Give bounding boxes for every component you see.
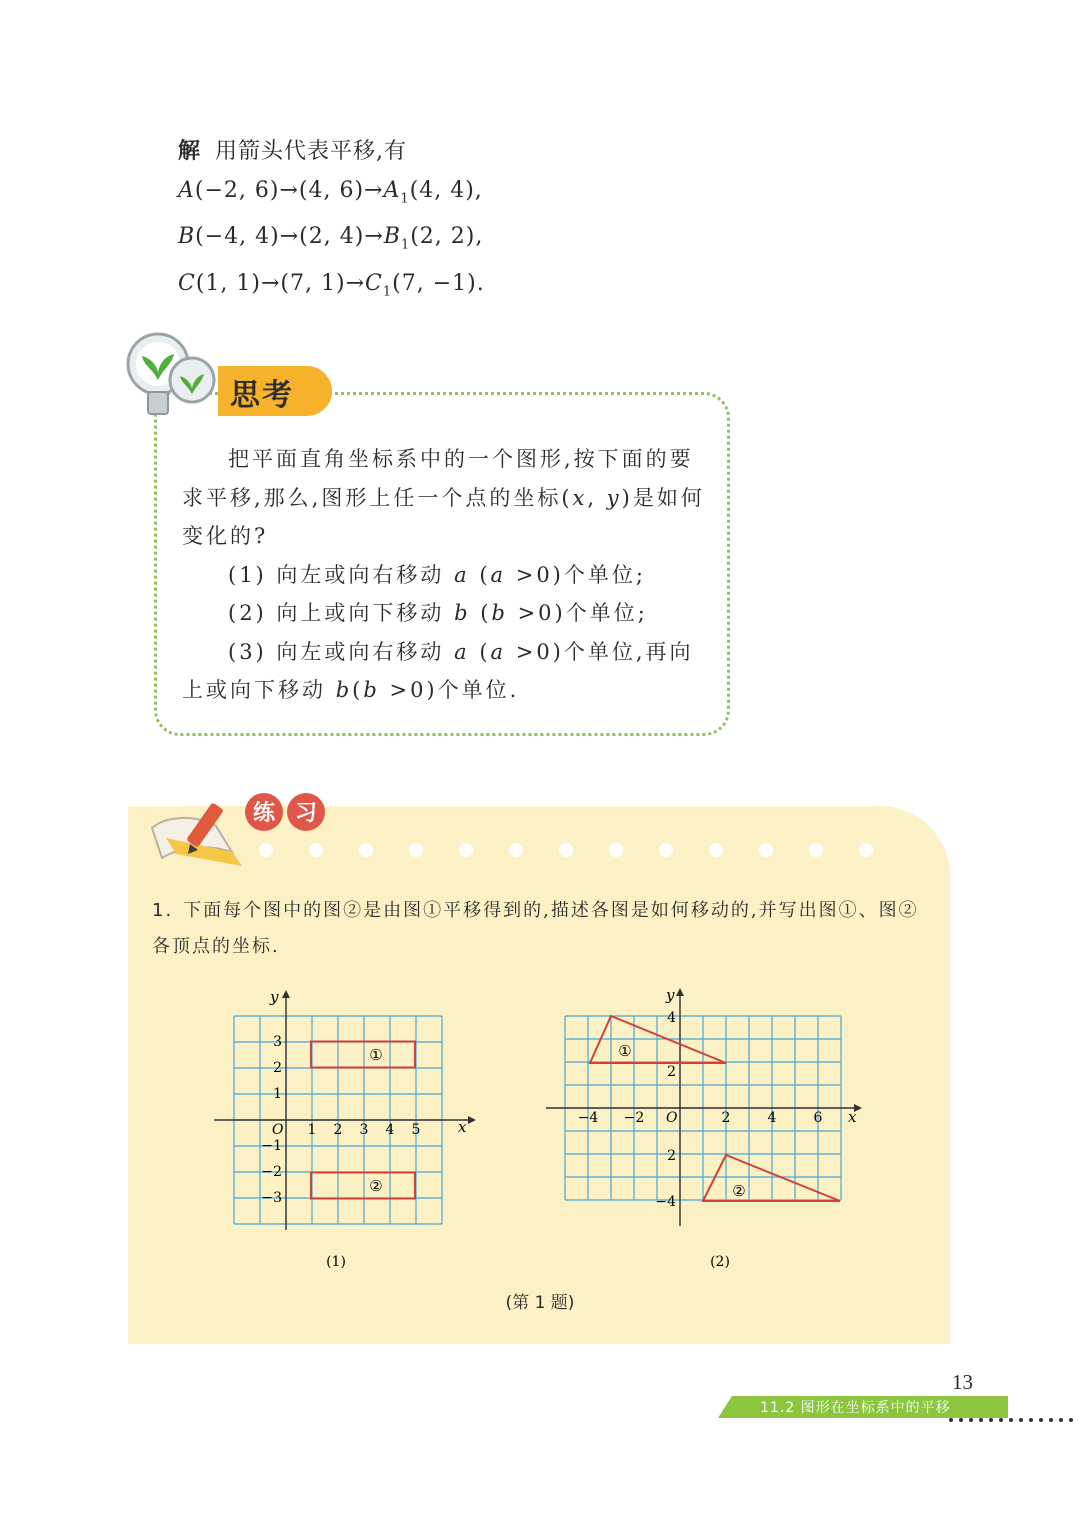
figure-1-ytick-neg3: −3	[261, 1190, 282, 1206]
think-title: 思考	[230, 378, 294, 413]
item2-pre: (2) 向上或向下移动	[228, 601, 455, 625]
var-x: x	[572, 485, 588, 510]
practice-title	[244, 790, 328, 834]
item2-mid2: >0)个单位;	[507, 601, 648, 625]
practice-title-2: 习	[294, 800, 318, 826]
footer-section-title: 11.2 图形在坐标系中的平移	[760, 1400, 951, 1416]
figure-2-xtick-neg4: −4	[577, 1110, 599, 1126]
figure-2-graph	[540, 980, 870, 1280]
figure-1-ytick-neg2: −2	[261, 1164, 282, 1180]
figure-2-xtick-4: 4	[767, 1110, 777, 1126]
figure-1-ytick-1: 1	[273, 1086, 282, 1102]
figure-2-xtick-6: 6	[813, 1110, 823, 1126]
item2-var2: b	[491, 601, 508, 625]
item3-mid1: (	[469, 639, 491, 664]
item3-pre: (3) 向左或向右移动	[228, 639, 455, 664]
think-paragraph	[182, 440, 712, 556]
solution-intro	[178, 132, 485, 172]
item3-var3: b	[335, 678, 353, 702]
line-c-mid: (1, 1)→(7, 1)→	[195, 271, 366, 297]
figure-2-xtick-neg2: −2	[623, 1110, 645, 1126]
var-y: y	[606, 485, 622, 510]
figure-2-origin: O	[666, 1110, 678, 1126]
figure-1-caption: (1)	[326, 1254, 346, 1270]
figure-1-x-label: x	[458, 1118, 467, 1136]
figure-1-xtick-1: 1	[307, 1122, 317, 1138]
figure-caption: (第 1 题)	[505, 1293, 575, 1313]
solution-line-a	[178, 172, 485, 219]
figure-2-ytick-neg2: 2	[667, 1148, 676, 1164]
var-comma: ,	[587, 485, 607, 510]
solution-line-b	[178, 218, 485, 265]
figure-1-x-arrow-icon	[468, 1116, 476, 1124]
item3-mid3: (	[352, 678, 364, 702]
sub-b: 1	[400, 237, 411, 253]
figure-1-ytick-neg1: −1	[261, 1138, 282, 1154]
point-b1-label: B	[383, 224, 401, 250]
practice-title-1: 练	[252, 800, 276, 826]
think-item-2	[182, 594, 712, 633]
solution-line-c	[178, 265, 485, 312]
figure-2-y-arrow-icon	[676, 988, 684, 996]
item3-var: a	[454, 639, 470, 664]
figure-1-y-label: y	[270, 988, 279, 1006]
figure-1-ytick-2: 2	[273, 1060, 282, 1076]
question-1-number: 1.	[152, 900, 174, 921]
line-c-end: (7, −1).	[392, 271, 485, 297]
line-b-mid: (−4, 4)→(2, 4)→	[195, 224, 384, 250]
think-content	[182, 440, 712, 710]
item1-var2: a	[490, 562, 507, 587]
figure-1-ytick-3: 3	[273, 1034, 282, 1050]
sub-a: 1	[400, 190, 410, 206]
figure-1-y-arrow-icon	[282, 990, 290, 998]
think-para-b: )是如何变化的?	[182, 485, 705, 548]
think-item-1	[182, 556, 712, 595]
lightbulb-icon	[122, 328, 222, 422]
item2-mid1: (	[470, 601, 492, 625]
figure-2-y-label: y	[666, 986, 675, 1004]
point-a-label: A	[178, 177, 195, 203]
pencil-paper-icon	[146, 786, 256, 872]
item1-var: a	[454, 562, 470, 587]
question-1-text: 下面每个图中的图②是由图①平移得到的,描述各图是如何移动的,并写出图①、图②各顶点的坐标.	[152, 900, 919, 957]
figure-2-ytick-2: 2	[667, 1064, 676, 1080]
line-a-end: (4, 4),	[409, 177, 483, 203]
solution-block	[178, 132, 485, 312]
item1-mid2: >0)个单位;	[506, 562, 646, 587]
figure-2-caption: (2)	[710, 1254, 730, 1270]
item3-var4: b	[363, 678, 380, 702]
item3-end: >0)个单位.	[379, 678, 520, 702]
think-para-a: 把平面直角坐标系中的一个图形,按下面的要求平移,那么,图形上任一个点的坐标(	[182, 447, 694, 510]
item1-mid1: (	[469, 562, 491, 587]
item3-var2: a	[490, 639, 507, 664]
figure-2-shape-1-label: ①	[618, 1042, 632, 1060]
figure-1-shape-2-label: ②	[369, 1177, 383, 1195]
item1-pre: (1) 向左或向右移动	[228, 562, 455, 587]
figure-1-shape-2	[311, 1173, 415, 1199]
point-a1-label: A	[383, 177, 401, 203]
item3-mid2: >0)个单位,再向上或向下移动	[182, 639, 694, 702]
line-b-end: (2, 2),	[410, 224, 484, 250]
sub-c: 1	[382, 284, 393, 300]
figure-2-ytick-4: 4	[667, 1010, 676, 1026]
line-a-mid: (−2, 6)→(4, 6)→	[194, 177, 384, 203]
figure-2-ytick-neg4: −4	[655, 1194, 676, 1210]
figure-1-xtick-4: 4	[385, 1122, 395, 1138]
footer-dots	[948, 1416, 1078, 1424]
point-b-label: B	[178, 224, 196, 250]
think-item-3	[182, 633, 712, 710]
figure-2-x-label: x	[848, 1108, 857, 1126]
page-number: 13	[952, 1370, 973, 1394]
point-c-label: C	[178, 271, 196, 297]
figure-1-origin: O	[272, 1122, 284, 1138]
figure-1-xtick-2: 2	[333, 1122, 343, 1138]
item2-var: b	[454, 601, 471, 625]
point-c1-label: C	[365, 271, 383, 297]
figure-1-shape-1	[311, 1042, 415, 1068]
practice-dot-row	[258, 842, 898, 858]
figure-2-xtick-2: 2	[721, 1110, 731, 1126]
figure-2-shape-2-label: ②	[732, 1182, 746, 1200]
solution-intro-text: 用箭头代表平移,有	[215, 139, 408, 164]
figure-1-xtick-5: 5	[411, 1122, 421, 1138]
figure-1-xtick-3: 3	[359, 1122, 369, 1138]
solution-keyword: 解	[178, 138, 202, 164]
figure-1-graph	[210, 980, 480, 1280]
figure-1-shape-1-label: ①	[369, 1046, 383, 1064]
question-1	[152, 893, 932, 965]
